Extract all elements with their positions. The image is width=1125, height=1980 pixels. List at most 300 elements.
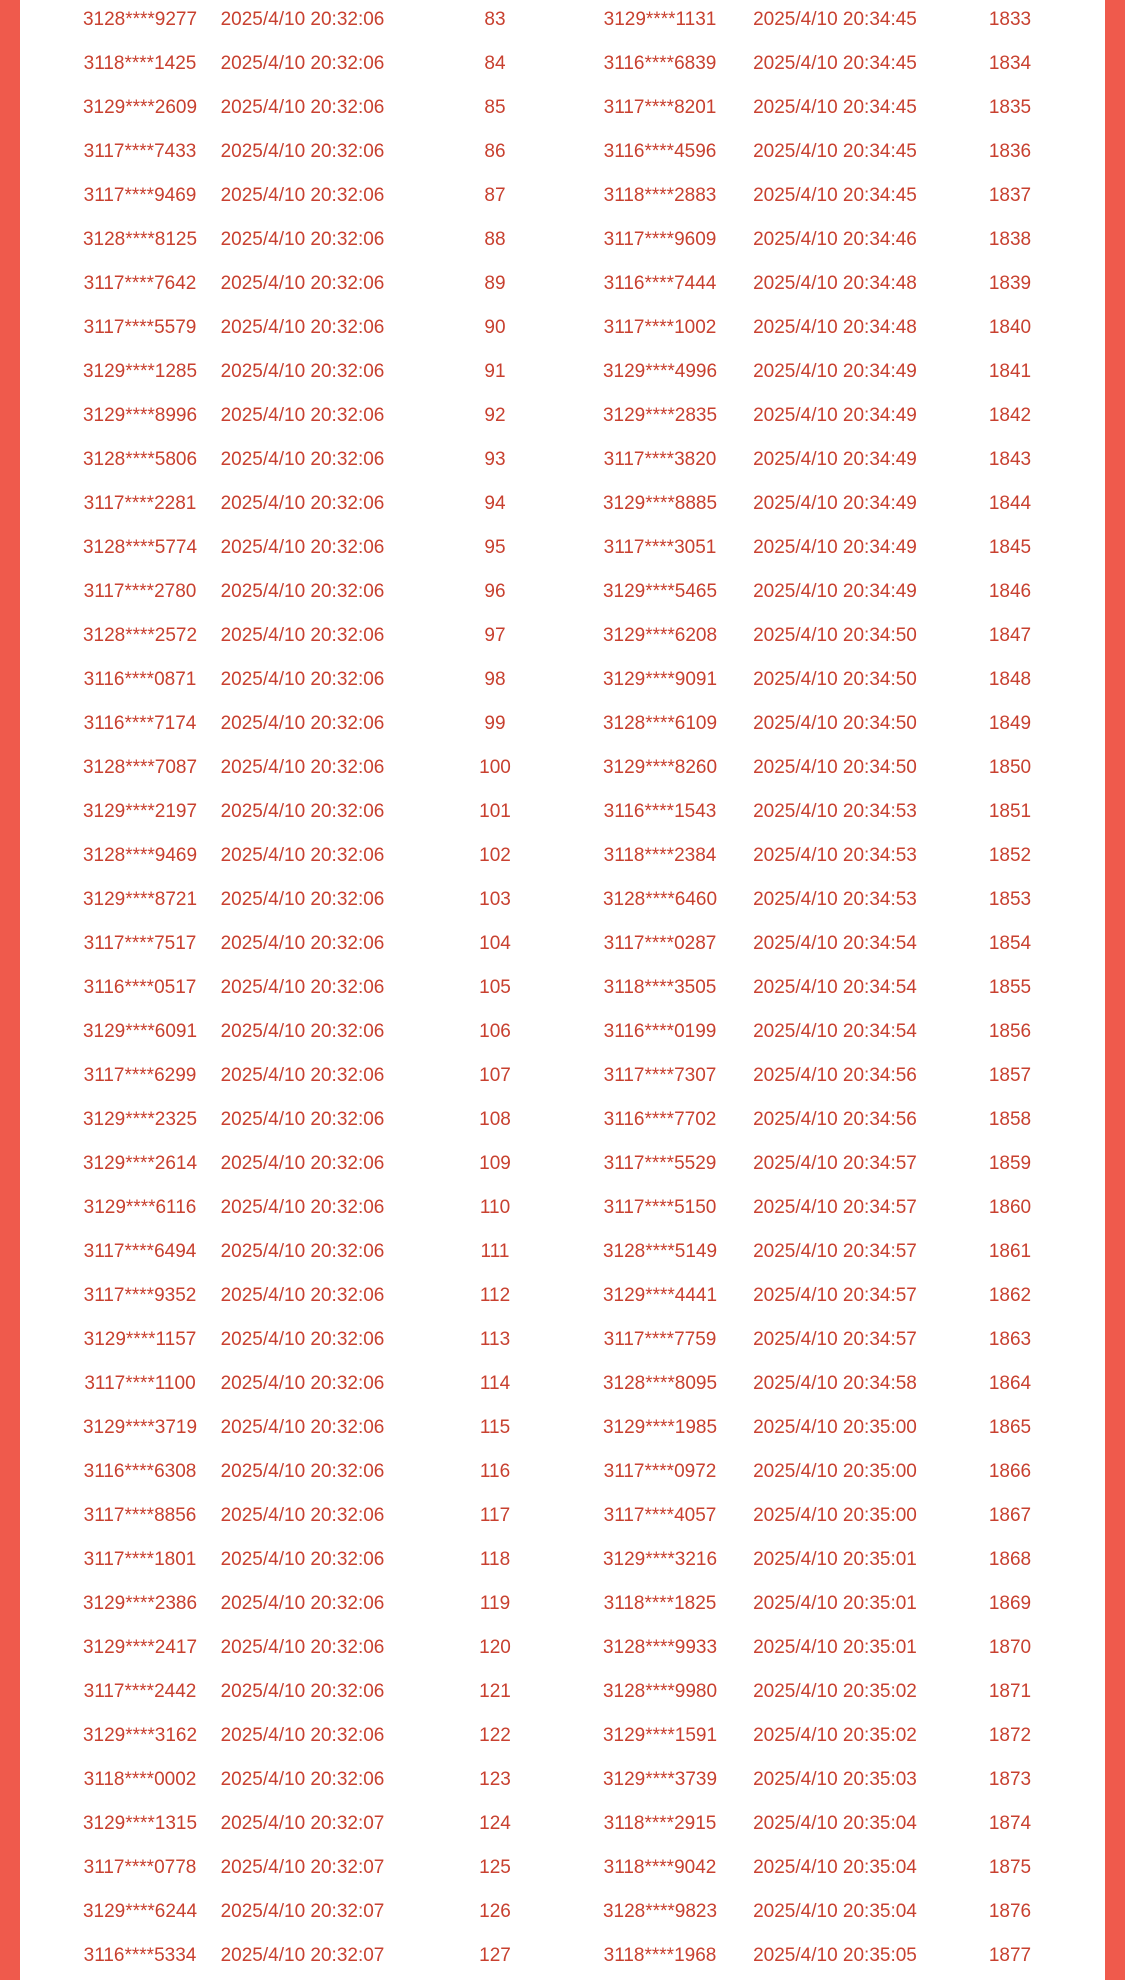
right-time-cell: 2025/4/10 20:34:45 [753, 185, 917, 206]
right-rank-cell: 1867 [988, 1505, 1032, 1526]
left-time-cell: 2025/4/10 20:32:06 [220, 1769, 385, 1790]
right-phone-cell: 3116****7444 [603, 273, 717, 294]
left-rank-cell: 111 [480, 1241, 510, 1262]
left-time-cell: 2025/4/10 20:32:06 [220, 1505, 385, 1526]
table-row [20, 1274, 1105, 1318]
left-time-cell: 2025/4/10 20:32:06 [220, 933, 385, 954]
table-row [20, 0, 1105, 42]
left-time-cell: 2025/4/10 20:32:06 [220, 1461, 385, 1482]
left-phone-cell: 3118****0002 [83, 1769, 197, 1790]
right-rank-cell: 1841 [988, 361, 1032, 382]
right-rank-cell: 1866 [988, 1461, 1032, 1482]
left-time-cell: 2025/4/10 20:32:06 [220, 229, 385, 250]
left-rank-cell: 98 [484, 669, 506, 690]
left-time-cell: 2025/4/10 20:32:06 [220, 625, 385, 646]
left-phone-cell: 3116****6308 [83, 1461, 197, 1482]
table-row [20, 1098, 1105, 1142]
right-time-cell: 2025/4/10 20:34:45 [753, 141, 917, 162]
left-rank-cell: 94 [484, 493, 506, 514]
right-phone-cell: 3129****5465 [602, 581, 718, 602]
left-phone-cell: 3117****1801 [83, 1549, 197, 1570]
right-rank-cell: 1838 [988, 229, 1032, 250]
left-phone-cell: 3116****0517 [83, 977, 197, 998]
left-phone-cell: 3128****2572 [82, 625, 198, 646]
right-phone-cell: 3117****5529 [603, 1153, 717, 1174]
left-time-cell: 2025/4/10 20:32:06 [220, 493, 385, 514]
left-time-cell: 2025/4/10 20:32:06 [220, 53, 385, 74]
left-rank-cell: 122 [479, 1725, 511, 1746]
right-rank-cell: 1854 [988, 933, 1032, 954]
left-time-cell: 2025/4/10 20:32:06 [220, 9, 385, 30]
right-phone-cell: 3128****9823 [602, 1901, 718, 1922]
left-phone-cell: 3117****6299 [83, 1065, 197, 1086]
right-phone-cell: 3117****0287 [603, 933, 717, 954]
left-phone-cell: 3118****1425 [83, 53, 197, 74]
left-rank-cell: 100 [479, 757, 511, 778]
table-row [20, 878, 1105, 922]
table-row [20, 746, 1105, 790]
left-phone-cell: 3129****2386 [82, 1593, 198, 1614]
right-phone-cell: 3117****3820 [603, 449, 717, 470]
left-rank-cell: 96 [484, 581, 506, 602]
left-phone-cell: 3129****1285 [82, 361, 198, 382]
left-time-cell: 2025/4/10 20:32:06 [220, 757, 385, 778]
left-rank-cell: 84 [484, 53, 506, 74]
right-time-cell: 2025/4/10 20:34:50 [753, 757, 917, 778]
right-time-cell: 2025/4/10 20:34:56 [753, 1109, 917, 1130]
table-row [20, 1362, 1105, 1406]
right-time-cell: 2025/4/10 20:34:57 [753, 1285, 917, 1306]
table-row [20, 1230, 1105, 1274]
right-rank-cell: 1862 [988, 1285, 1032, 1306]
left-rank-cell: 92 [484, 405, 506, 426]
left-rank-cell: 83 [484, 9, 506, 30]
left-rank-cell: 112 [479, 1285, 511, 1306]
right-rank-cell: 1874 [988, 1813, 1032, 1834]
left-phone-cell: 3116****7174 [83, 713, 197, 734]
table-row [20, 1582, 1105, 1626]
left-phone-cell: 3128****9277 [82, 9, 198, 30]
left-phone-cell: 3129****8721 [82, 889, 198, 910]
right-time-cell: 2025/4/10 20:35:01 [753, 1549, 917, 1570]
right-rank-cell: 1859 [988, 1153, 1032, 1174]
table-row [20, 1318, 1105, 1362]
right-time-cell: 2025/4/10 20:34:49 [753, 493, 917, 514]
table-row [20, 1142, 1105, 1186]
left-phone-cell: 3117****8856 [83, 1505, 197, 1526]
table-row [20, 922, 1105, 966]
left-rank-cell: 120 [479, 1637, 511, 1658]
right-rank-cell: 1871 [988, 1681, 1032, 1702]
right-rank-cell: 1844 [988, 493, 1032, 514]
left-time-cell: 2025/4/10 20:32:07 [220, 1813, 385, 1834]
right-rank-cell: 1856 [988, 1021, 1032, 1042]
right-phone-cell: 3129****1591 [602, 1725, 718, 1746]
table-row [20, 1494, 1105, 1538]
table-row [20, 1538, 1105, 1582]
left-time-cell: 2025/4/10 20:32:06 [220, 141, 385, 162]
right-phone-cell: 3129****3739 [602, 1769, 718, 1790]
right-rank-cell: 1852 [988, 845, 1032, 866]
right-time-cell: 2025/4/10 20:34:50 [753, 669, 917, 690]
right-phone-cell: 3129****1131 [603, 9, 717, 30]
left-phone-cell: 3117****2780 [83, 581, 197, 602]
right-phone-cell: 3117****5150 [603, 1197, 717, 1218]
left-phone-cell: 3117****9352 [83, 1285, 197, 1306]
left-phone-cell: 3129****3719 [82, 1417, 198, 1438]
right-time-cell: 2025/4/10 20:35:03 [753, 1769, 917, 1790]
right-rank-cell: 1848 [988, 669, 1032, 690]
right-rank-cell: 1839 [988, 273, 1032, 294]
left-time-cell: 2025/4/10 20:32:06 [220, 801, 385, 822]
right-rank-cell: 1865 [988, 1417, 1032, 1438]
left-phone-cell: 3117****1100 [84, 1373, 196, 1394]
right-time-cell: 2025/4/10 20:34:45 [753, 53, 917, 74]
table-row [20, 1714, 1105, 1758]
table-row [20, 262, 1105, 306]
left-rank-cell: 89 [484, 273, 506, 294]
left-time-cell: 2025/4/10 20:32:07 [220, 1901, 385, 1922]
right-phone-cell: 3129****1985 [602, 1417, 718, 1438]
left-rank-cell: 105 [479, 977, 511, 998]
left-rank-cell: 123 [479, 1769, 511, 1790]
left-rank-cell: 127 [479, 1945, 511, 1966]
table-row [20, 42, 1105, 86]
left-time-cell: 2025/4/10 20:32:06 [220, 1373, 385, 1394]
left-rank-cell: 99 [484, 713, 506, 734]
right-rank-cell: 1861 [988, 1241, 1032, 1262]
right-time-cell: 2025/4/10 20:34:48 [753, 273, 917, 294]
table-row [20, 394, 1105, 438]
right-phone-cell: 3128****8095 [602, 1373, 718, 1394]
right-rank-cell: 1836 [988, 141, 1032, 162]
table-row [20, 1010, 1105, 1054]
right-phone-cell: 3118****2883 [603, 185, 717, 206]
left-rank-cell: 110 [479, 1197, 511, 1218]
table-row [20, 1670, 1105, 1714]
left-rank-cell: 121 [479, 1681, 511, 1702]
left-phone-cell: 3129****3162 [82, 1725, 198, 1746]
right-phone-cell: 3117****8201 [603, 97, 717, 118]
table-row [20, 438, 1105, 482]
left-time-cell: 2025/4/10 20:32:06 [220, 713, 385, 734]
right-phone-cell: 3118****2384 [603, 845, 717, 866]
right-phone-cell: 3116****7702 [603, 1109, 717, 1130]
right-rank-cell: 1868 [988, 1549, 1032, 1570]
left-rank-cell: 95 [484, 537, 506, 558]
left-phone-cell: 3129****2197 [82, 801, 198, 822]
right-time-cell: 2025/4/10 20:34:49 [753, 361, 917, 382]
right-time-cell: 2025/4/10 20:34:49 [753, 449, 917, 470]
right-rank-cell: 1870 [988, 1637, 1032, 1658]
right-time-cell: 2025/4/10 20:34:50 [753, 625, 917, 646]
left-phone-cell: 3117****7433 [83, 141, 197, 162]
left-time-cell: 2025/4/10 20:32:07 [220, 1945, 385, 1966]
right-rank-cell: 1863 [988, 1329, 1032, 1350]
left-rank-cell: 107 [479, 1065, 511, 1086]
right-rank-cell: 1845 [988, 537, 1032, 558]
left-time-cell: 2025/4/10 20:32:06 [220, 1725, 385, 1746]
right-phone-cell: 3116****0199 [603, 1021, 717, 1042]
right-time-cell: 2025/4/10 20:34:45 [753, 9, 917, 30]
left-time-cell: 2025/4/10 20:32:06 [220, 273, 385, 294]
table-row [20, 1934, 1105, 1978]
left-time-cell: 2025/4/10 20:32:06 [220, 1329, 385, 1350]
left-time-cell: 2025/4/10 20:32:06 [220, 1681, 385, 1702]
left-phone-cell: 3129****6091 [82, 1021, 198, 1042]
left-phone-cell: 3129****6116 [83, 1197, 197, 1218]
table-row [20, 834, 1105, 878]
right-phone-cell: 3117****3051 [603, 537, 717, 558]
left-phone-cell: 3117****2442 [83, 1681, 197, 1702]
right-phone-cell: 3117****1002 [603, 317, 717, 338]
right-phone-cell: 3129****9091 [602, 669, 718, 690]
right-time-cell: 2025/4/10 20:35:02 [753, 1725, 917, 1746]
right-rank-cell: 1860 [988, 1197, 1032, 1218]
right-rank-cell: 1834 [988, 53, 1032, 74]
right-time-cell: 2025/4/10 20:34:57 [753, 1197, 917, 1218]
right-phone-cell: 3128****6109 [602, 713, 718, 734]
right-time-cell: 2025/4/10 20:35:04 [753, 1901, 917, 1922]
right-time-cell: 2025/4/10 20:35:04 [753, 1857, 917, 1878]
left-time-cell: 2025/4/10 20:32:06 [220, 1285, 385, 1306]
right-phone-cell: 3128****9933 [602, 1637, 718, 1658]
right-rank-cell: 1873 [988, 1769, 1032, 1790]
left-rank-cell: 114 [479, 1373, 511, 1394]
left-phone-cell: 3129****2325 [82, 1109, 198, 1130]
left-rank-cell: 104 [479, 933, 511, 954]
right-rank-cell: 1842 [988, 405, 1032, 426]
right-rank-cell: 1858 [988, 1109, 1032, 1130]
left-rank-cell: 103 [479, 889, 511, 910]
left-time-cell: 2025/4/10 20:32:06 [220, 1153, 385, 1174]
right-phone-cell: 3116****4596 [603, 141, 717, 162]
right-time-cell: 2025/4/10 20:35:01 [753, 1637, 917, 1658]
right-time-cell: 2025/4/10 20:35:01 [753, 1593, 917, 1614]
left-phone-cell: 3117****7642 [83, 273, 197, 294]
right-rank-cell: 1855 [988, 977, 1032, 998]
right-phone-cell: 3118****9042 [603, 1857, 717, 1878]
right-phone-cell: 3117****4057 [603, 1505, 717, 1526]
right-time-cell: 2025/4/10 20:34:57 [753, 1153, 917, 1174]
left-phone-cell: 3129****2417 [82, 1637, 198, 1658]
right-time-cell: 2025/4/10 20:34:49 [753, 581, 917, 602]
right-phone-cell: 3118****1968 [603, 1945, 717, 1966]
right-rank-cell: 1872 [988, 1725, 1032, 1746]
table-row [20, 482, 1105, 526]
right-rank-cell: 1869 [988, 1593, 1032, 1614]
right-rank-cell: 1835 [988, 97, 1032, 118]
right-phone-cell: 3117****0972 [603, 1461, 717, 1482]
right-rank-cell: 1877 [988, 1945, 1032, 1966]
left-phone-cell: 3117****2281 [83, 493, 197, 514]
table-row [20, 614, 1105, 658]
left-rank-cell: 108 [479, 1109, 511, 1130]
right-phone-cell: 3117****7307 [603, 1065, 717, 1086]
right-phone-cell: 3118****3505 [603, 977, 717, 998]
left-rank-cell: 87 [484, 185, 506, 206]
left-phone-cell: 3128****8125 [82, 229, 198, 250]
left-time-cell: 2025/4/10 20:32:06 [220, 537, 385, 558]
right-time-cell: 2025/4/10 20:34:53 [753, 845, 917, 866]
table-row [20, 1406, 1105, 1450]
left-rank-cell: 106 [479, 1021, 511, 1042]
left-rank-cell: 118 [479, 1549, 511, 1570]
table-row [20, 1186, 1105, 1230]
table-row [20, 306, 1105, 350]
table-row [20, 1802, 1105, 1846]
right-time-cell: 2025/4/10 20:35:00 [753, 1461, 917, 1482]
left-phone-cell: 3129****2609 [82, 97, 198, 118]
left-time-cell: 2025/4/10 20:32:06 [220, 1197, 385, 1218]
left-phone-cell: 3129****8996 [82, 405, 198, 426]
right-rank-cell: 1876 [988, 1901, 1032, 1922]
right-time-cell: 2025/4/10 20:34:57 [753, 1241, 917, 1262]
left-phone-cell: 3117****9469 [83, 185, 197, 206]
right-phone-cell: 3117****7759 [603, 1329, 717, 1350]
left-rank-cell: 126 [479, 1901, 511, 1922]
left-phone-cell: 3128****5774 [82, 537, 198, 558]
right-phone-cell: 3129****4441 [602, 1285, 718, 1306]
left-time-cell: 2025/4/10 20:32:06 [220, 185, 385, 206]
right-phone-cell: 3129****3216 [602, 1549, 718, 1570]
table-row [20, 130, 1105, 174]
table-row [20, 1450, 1105, 1494]
right-phone-cell: 3129****8260 [602, 757, 718, 778]
left-phone-cell: 3116****0871 [83, 669, 197, 690]
right-time-cell: 2025/4/10 20:35:05 [753, 1945, 917, 1966]
right-time-cell: 2025/4/10 20:35:04 [753, 1813, 917, 1834]
table-row [20, 1054, 1105, 1098]
left-rank-cell: 113 [479, 1329, 511, 1350]
right-rank-cell: 1849 [988, 713, 1032, 734]
left-rank-cell: 117 [479, 1505, 511, 1526]
left-rank-cell: 115 [479, 1417, 511, 1438]
right-phone-cell: 3129****8885 [602, 493, 718, 514]
winners-list-panel [20, 0, 1105, 1980]
left-time-cell: 2025/4/10 20:32:06 [220, 1241, 385, 1262]
right-rank-cell: 1857 [988, 1065, 1032, 1086]
left-time-cell: 2025/4/10 20:32:06 [220, 1549, 385, 1570]
left-rank-cell: 116 [479, 1461, 511, 1482]
right-phone-cell: 3128****9980 [602, 1681, 718, 1702]
left-time-cell: 2025/4/10 20:32:06 [220, 581, 385, 602]
right-time-cell: 2025/4/10 20:34:50 [753, 713, 917, 734]
left-rank-cell: 90 [484, 317, 506, 338]
table-row [20, 174, 1105, 218]
left-phone-cell: 3117****5579 [83, 317, 197, 338]
left-rank-cell: 93 [484, 449, 506, 470]
left-phone-cell: 3117****0778 [83, 1857, 197, 1878]
right-rank-cell: 1837 [988, 185, 1032, 206]
left-phone-cell: 3117****6494 [83, 1241, 197, 1262]
table-row [20, 966, 1105, 1010]
left-rank-cell: 125 [479, 1857, 511, 1878]
right-time-cell: 2025/4/10 20:34:57 [753, 1329, 917, 1350]
right-phone-cell: 3116****1543 [603, 801, 717, 822]
left-rank-cell: 102 [479, 845, 511, 866]
left-time-cell: 2025/4/10 20:32:06 [220, 405, 385, 426]
right-phone-cell: 3118****2915 [603, 1813, 717, 1834]
right-time-cell: 2025/4/10 20:34:49 [753, 537, 917, 558]
table-row [20, 1890, 1105, 1934]
left-phone-cell: 3117****7517 [83, 933, 197, 954]
right-rank-cell: 1847 [988, 625, 1032, 646]
table-row [20, 1758, 1105, 1802]
right-phone-cell: 3129****4996 [602, 361, 718, 382]
right-phone-cell: 3128****6460 [602, 889, 718, 910]
table-row [20, 1846, 1105, 1890]
right-rank-cell: 1840 [988, 317, 1032, 338]
left-time-cell: 2025/4/10 20:32:06 [220, 1109, 385, 1130]
left-time-cell: 2025/4/10 20:32:06 [220, 977, 385, 998]
right-phone-cell: 3129****6208 [602, 625, 718, 646]
left-rank-cell: 97 [484, 625, 506, 646]
left-time-cell: 2025/4/10 20:32:06 [220, 1637, 385, 1658]
left-time-cell: 2025/4/10 20:32:06 [220, 1021, 385, 1042]
right-time-cell: 2025/4/10 20:34:49 [753, 405, 917, 426]
left-time-cell: 2025/4/10 20:32:06 [220, 317, 385, 338]
right-rank-cell: 1846 [988, 581, 1032, 602]
right-rank-cell: 1843 [988, 449, 1032, 470]
right-time-cell: 2025/4/10 20:34:53 [753, 801, 917, 822]
left-time-cell: 2025/4/10 20:32:06 [220, 845, 385, 866]
left-rank-cell: 86 [484, 141, 506, 162]
left-phone-cell: 3116****5334 [83, 1945, 197, 1966]
left-time-cell: 2025/4/10 20:32:06 [220, 449, 385, 470]
left-time-cell: 2025/4/10 20:32:06 [220, 1593, 385, 1614]
left-rank-cell: 91 [484, 361, 506, 382]
table-row [20, 86, 1105, 130]
table-row [20, 1626, 1105, 1670]
left-phone-cell: 3129****1157 [83, 1329, 197, 1350]
left-time-cell: 2025/4/10 20:32:06 [220, 97, 385, 118]
right-phone-cell: 3128****5149 [602, 1241, 718, 1262]
left-phone-cell: 3129****6244 [82, 1901, 198, 1922]
left-time-cell: 2025/4/10 20:32:06 [220, 1417, 385, 1438]
left-rank-cell: 119 [479, 1593, 511, 1614]
left-rank-cell: 124 [479, 1813, 511, 1834]
table-row [20, 526, 1105, 570]
left-rank-cell: 88 [484, 229, 506, 250]
right-rank-cell: 1875 [988, 1857, 1032, 1878]
right-rank-cell: 1851 [988, 801, 1032, 822]
table-row [20, 702, 1105, 746]
right-time-cell: 2025/4/10 20:35:00 [753, 1505, 917, 1526]
right-rank-cell: 1853 [988, 889, 1032, 910]
left-phone-cell: 3129****2614 [82, 1153, 198, 1174]
right-phone-cell: 3117****9609 [603, 229, 717, 250]
left-phone-cell: 3128****7087 [82, 757, 198, 778]
right-time-cell: 2025/4/10 20:34:53 [753, 889, 917, 910]
right-time-cell: 2025/4/10 20:34:46 [753, 229, 917, 250]
table-row [20, 350, 1105, 394]
right-rank-cell: 1850 [988, 757, 1032, 778]
left-rank-cell: 109 [479, 1153, 511, 1174]
table-row [20, 658, 1105, 702]
table-row [20, 790, 1105, 834]
table-row [20, 218, 1105, 262]
right-phone-cell: 3118****1825 [603, 1593, 717, 1614]
right-time-cell: 2025/4/10 20:35:02 [753, 1681, 917, 1702]
left-time-cell: 2025/4/10 20:32:06 [220, 361, 385, 382]
right-phone-cell: 3129****2835 [602, 405, 718, 426]
left-time-cell: 2025/4/10 20:32:06 [220, 1065, 385, 1086]
right-rank-cell: 1833 [988, 9, 1032, 30]
right-time-cell: 2025/4/10 20:34:48 [753, 317, 917, 338]
left-time-cell: 2025/4/10 20:32:06 [220, 889, 385, 910]
left-time-cell: 2025/4/10 20:32:06 [220, 669, 385, 690]
